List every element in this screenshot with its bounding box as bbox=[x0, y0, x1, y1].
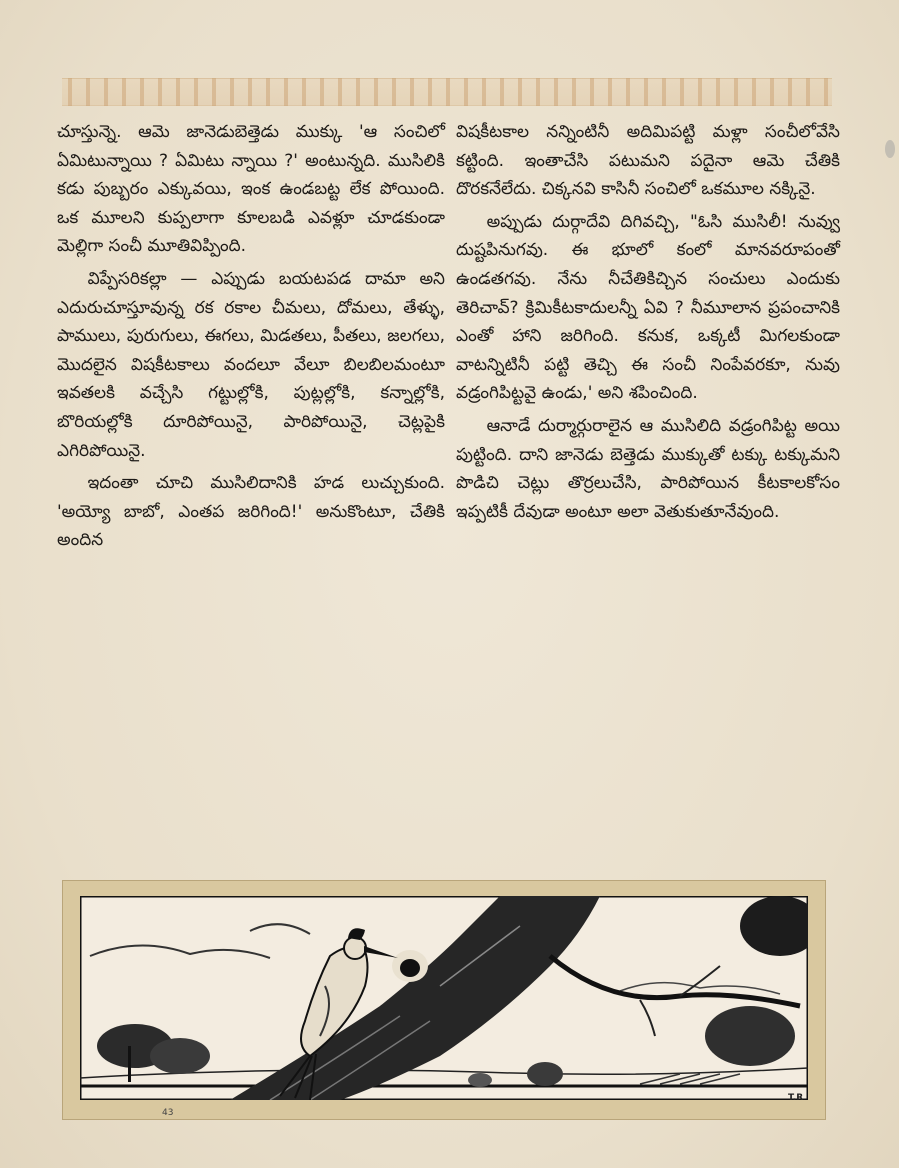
artist-initials: T.R bbox=[788, 1093, 804, 1103]
left-text-column bbox=[57, 118, 445, 555]
left-paragraph-3: ఇదంతా చూచి ముసిలిదానికి హడ లుచ్చుకుంది. 'అయ్యో బాబో, ఎంతప జరిగింది!' అనుకొంటూ, చేతికి అందిన bbox=[57, 473, 445, 551]
right-text-column bbox=[456, 118, 840, 526]
page-number: 43 bbox=[162, 1108, 174, 1118]
right-paragraph-3: ఆనాడే దుర్మార్గురాలైన ఆ ముసిలిది వడ్రంగిపిట్ట అయి పుట్టింది. దాని జానెడు బెత్తెడు ముక్కుతో టక్కు టక్కుమని పొడిచి చెట్లు తొర్రలుచేసి, పారిపోయిన కీటకాలకోసం ఇప్పటికీ దేవుడా అంటూ అలా వెతుకుతూనేవుంది. bbox=[456, 415, 840, 522]
left-paragraph-1: చూస్తున్నె. ఆమె జానెడుబెత్తెడు ముక్కు 'ఆ సంచిలో ఏమిటున్నాయి ? ఏమిటు న్నాయి ?' అంటున్నది. ముసిలికి కడు పుబ్బరం ఎక్కువయి, ఇంక ఉండబట్ట లేక పోయింది. ఒక మూలని కుప్పలాగా కూలబడి ఎవళ్లూ చూడకుండా మెల్లిగా సంచీ మూతివిప్పింది. bbox=[57, 122, 445, 257]
woodpecker-illustration bbox=[62, 880, 826, 1120]
woodpecker-tree-icon bbox=[80, 896, 808, 1100]
left-paragraph-2: విప్పేసరికల్లా — ఎప్పుడు బయటపడ దామా అని ఎదురుచూస్తూవున్న రక రకాల చీమలు, దోమలు, తేళ్ళు, పాములు, పురుగులు, ఈగలు, మిడతలు, పీతలు, జలగలు, మొదలైన విషకీటకాలు వందలూ వేలూ బిలబిలమంటూ ఇవతలకి వచ్చేసి గట్టుల్లోకి, పుట్లల్లోకి, కన్నాల్లోకి, బొరియల్లోకి దూరిపోయినై, పారిపోయినై, చెట్లపైకి ఎగిరిపోయినై. bbox=[57, 268, 445, 461]
page-edge-mark bbox=[885, 140, 895, 158]
right-paragraph-2: అప్పుడు దుర్గాదేవి దిగివచ్చి, "ఓసి ముసిలీ! నువ్వు దుష్టపినుగవు. ఈ భూలో కంలో మానవరూపంతో ఉండతగవు. నేను నీచేతికిచ్చిన సంచులు ఎందుకు తెరిచావ్? క్రిమికీటకాదులన్నీ ఏవి ? నీమూలాన ప్రపంచానికి ఎంతో హాని జరిగింది. కనుక, ఒక్కటీ మిగలకుండా వాటన్నిటినీ పట్టి తెచ్చి ఈ సంచీ నింపేవరకూ, నువు వడ్రంగిపిట్టవై ఉండు,' అని శపించింది. bbox=[456, 211, 840, 404]
decorative-border-strip bbox=[62, 78, 832, 106]
right-paragraph-1: విషకీటకాల నన్నింటినీ అదిమిపట్టి మళ్లా సంచీలోవేసి కట్టింది. ఇంతాచేసి పటుమని పదైనా ఆమె చేతికి దొరకనేలేదు. చిక్కనవి కాసినీ సంచిలో ఒకమూల నక్కినై. bbox=[456, 122, 840, 200]
